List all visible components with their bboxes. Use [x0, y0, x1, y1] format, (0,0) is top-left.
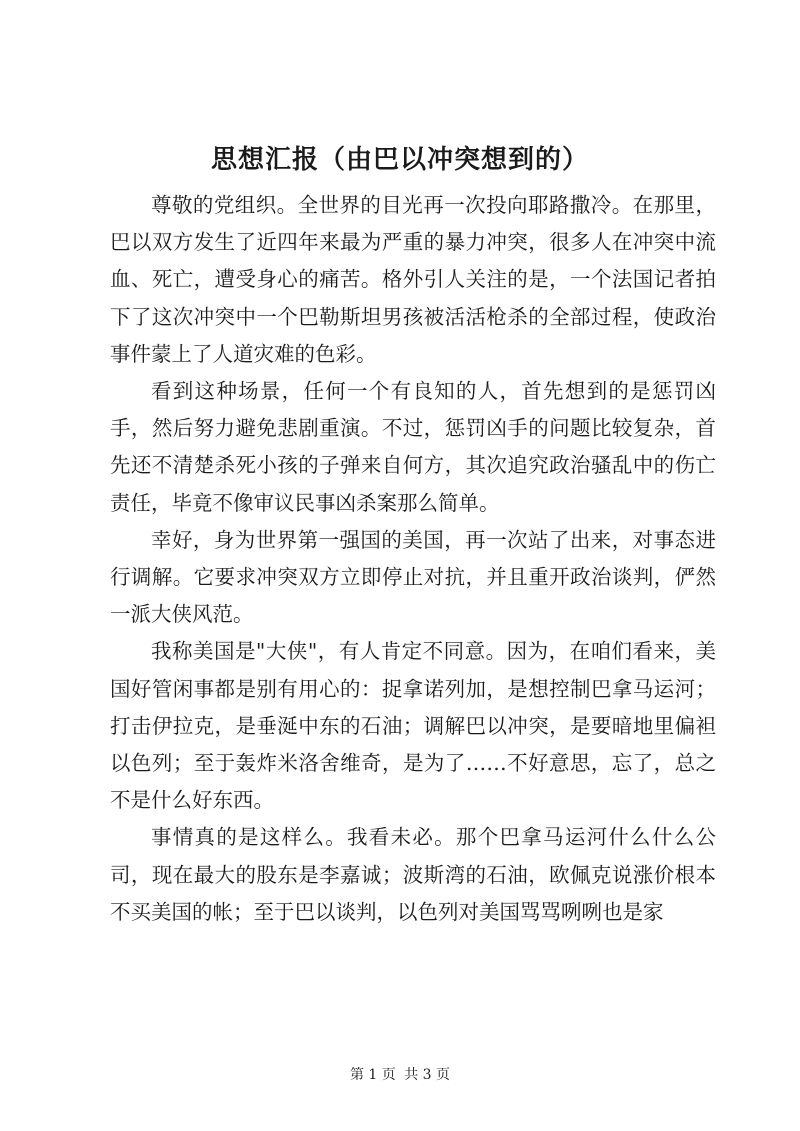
paragraph-3: 幸好，身为世界第一强国的美国，再一次站了出来，对事态进行调解。它要求冲突双方立即停止对抗，并且重开政治谈判，俨然一派大侠风范。 [110, 527, 716, 627]
paragraph-1: 尊敬的党组织。全世界的目光再一次投向耶路撒冷。在那里，巴以双方发生了近四年来最为严重的暴力冲突，很多人在冲突中流血、死亡，遭受身心的痛苦。格外引人关注的是，一个法国记者拍下了这次冲突中一个巴勒斯坦男孩被活活枪杀的全部过程，使政治事件蒙上了人道灾难的色彩。 [110, 193, 716, 366]
paragraph-4: 我称美国是"大侠"，有人肯定不同意。因为，在咱们看来，美国好管闲事都是别有用心的：捉拿诺列加，是想控制巴拿马运河；打击伊拉克，是垂涎中东的石油；调解巴以冲突，是要暗地里偏袒以色列；至于轰炸米洛舍维奇，是为了……不好意思，忘了，总之不是什么好东西。 [110, 639, 716, 813]
paragraph-2: 看到这种场景，任何一个有良知的人，首先想到的是惩罚凶手，然后努力避免悲剧重演。不过，惩罚凶手的问题比较复杂，首先还不清楚杀死小孩的子弹来自何方，其次追究政治骚乱中的伤亡责任，毕竟不像审议民事凶杀案那么简单。 [110, 379, 716, 515]
paragraph-5: 事情真的是这样么。我看未必。那个巴拿马运河什么什么公司，现在最大的股东是李嘉诚；波斯湾的石油，欧佩克说涨价根本不买美国的帐；至于巴以谈判，以色列对美国骂骂咧咧也是家 [110, 825, 716, 924]
document-body [110, 187, 716, 931]
page-total: 共 3 页 [404, 1067, 451, 1083]
page-number: 第 1 页 [349, 1067, 396, 1083]
page-footer [0, 1065, 800, 1085]
document-title: 思想汇报（由巴以冲突想到的） [210, 145, 589, 175]
